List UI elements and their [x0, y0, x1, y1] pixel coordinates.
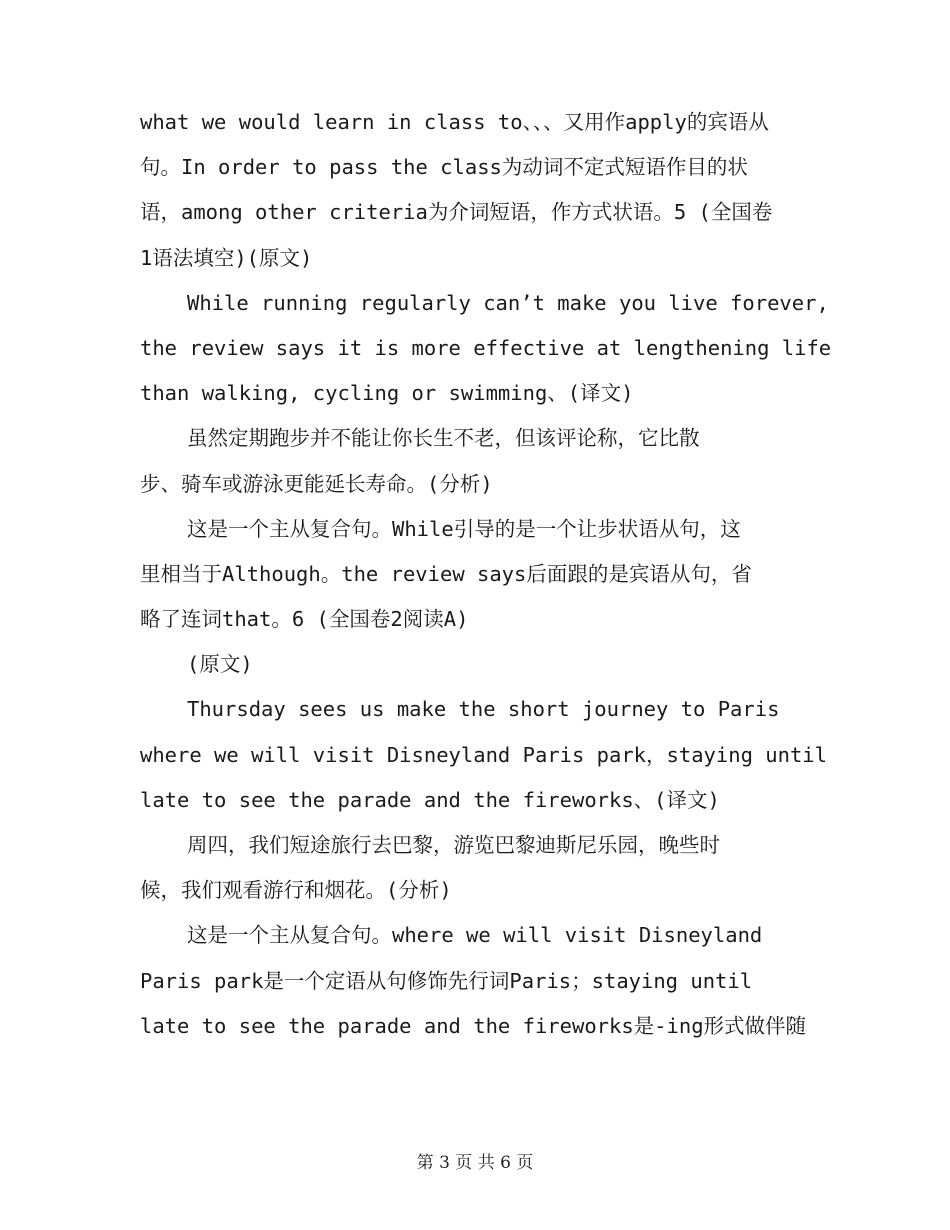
text-line: 这是一个主从复合句。While引导的是一个让步状语从句，这 — [187, 516, 741, 541]
text-line: 略了连词that。6 (全国卷2阅读A) — [140, 607, 469, 632]
text-line: late to see the parade and the fireworks是-ing形式做伴随 — [140, 1013, 807, 1038]
text-line: 这是一个主从复合句。where we will visit Disneyland — [187, 923, 763, 948]
text-line: 里相当于Although。the review says后面跟的是宾语从句，省 — [140, 561, 752, 586]
text-line: 1语法填空)(原文) — [140, 245, 313, 270]
text-line: 候，我们观看游行和烟花。(分析) — [140, 878, 452, 903]
text-line: what we would learn in class to、、、又用作apply的宾语从 — [140, 110, 769, 134]
text-line: Paris park是一个定语从句修饰先行词Paris；staying until — [140, 968, 753, 993]
text-line: late to see the parade and the fireworks、(译文) — [140, 787, 720, 812]
text-line: 步、骑车或游泳更能延长寿命。(分析) — [140, 471, 493, 496]
text-line: 虽然定期跑步并不能让你长生不老，但该评论称，它比散 — [187, 426, 700, 451]
text-line: where we will visit Disneyland Paris park，staying until — [140, 742, 827, 767]
text-line: While running regularly can’t make you live forever, — [187, 290, 829, 315]
text-line: 句。In order to pass the class为动词不定式短语作目的状 — [140, 155, 748, 180]
text-line: 周四，我们短途旅行去巴黎，游览巴黎迪斯尼乐园，晚些时 — [187, 833, 720, 857]
body-text — [140, 100, 832, 1049]
text-line: (原文) — [187, 652, 253, 677]
text-line: than walking, cycling or swimming、(译文) — [140, 381, 634, 406]
text-line: the review says it is more effective at lengthening life — [140, 335, 832, 360]
text-line: 语，among other criteria为介词短语，作方式状语。5 (全国卷 — [140, 200, 773, 225]
text-line: Thursday sees us make the short journey to Paris — [187, 697, 780, 722]
page-footer: 第 3 页 共 6 页 — [416, 1153, 534, 1173]
